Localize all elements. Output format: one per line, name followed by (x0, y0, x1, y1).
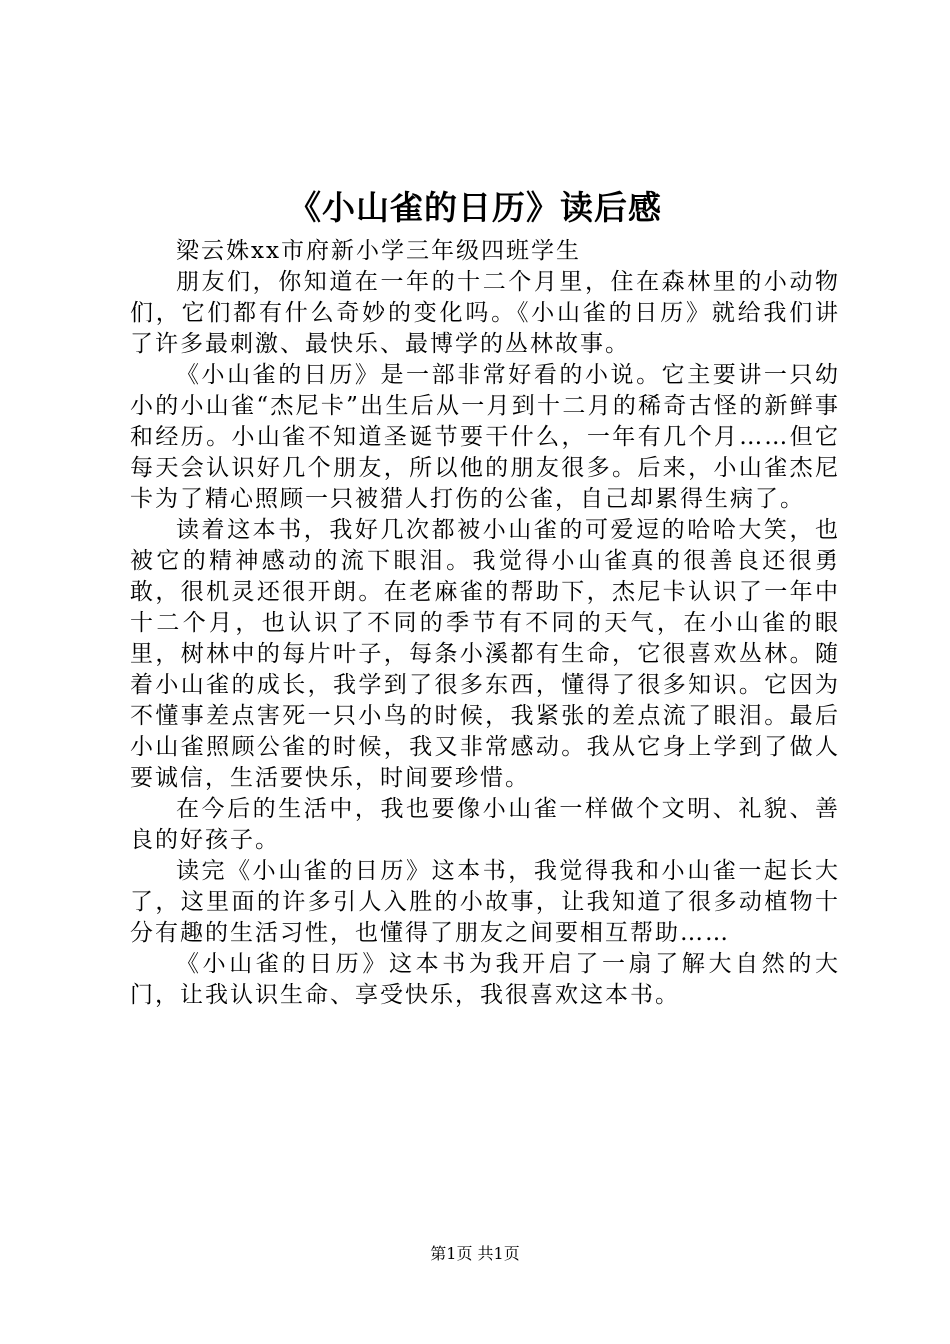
document-title: 《小山雀的日历》读后感 (288, 188, 662, 227)
author-line: 梁云姝xx市府新小学三年级四班学生 (176, 238, 581, 264)
paragraph-4: 在今后的生活中，我也要像小山雀一样做个文明、礼貌、善良的好孩子。 (130, 796, 840, 853)
paragraph-1: 朋友们，你知道在一年的十二个月里，住在森林里的小动物们，它们都有什么奇妙的变化吗。《小山雀的日历》就给我们讲了许多最刺激、最快乐、最博学的丛林故事。 (130, 269, 840, 357)
paragraph-6: 《小山雀的日历》这本书为我开启了一扇了解大自然的大门，让我认识生命、享受快乐，我很喜欢这本书。 (130, 951, 840, 1008)
page-footer: 第1页 共1页 (430, 1244, 520, 1263)
document-body (130, 236, 840, 1011)
paragraph-2: 《小山雀的日历》是一部非常好看的小说。它主要讲一只幼小的小山雀“杰尼卡”出生后从一月到十二月的稀奇古怪的新鲜事和经历。小山雀不知道圣诞节要干什么，一年有几个月……但它每天会认识好几个朋友，所以他的朋友很多。后来，小山雀杰尼卡为了精心照顾一只被猎人打伤的公雀，自己却累得生病了。 (130, 362, 840, 512)
paragraph-5: 读完《小山雀的日历》这本书，我觉得我和小山雀一起长大了，这里面的许多引人入胜的小故事，让我知道了很多动植物十分有趣的生活习性，也懂得了朋友之间要相互帮助…… (130, 858, 840, 946)
paragraph-3: 读着这本书，我好几次都被小山雀的可爱逗的哈哈大笑，也被它的精神感动的流下眼泪。我觉得小山雀真的很善良还很勇敢，很机灵还很开朗。在老麻雀的帮助下，杰尼卡认识了一年中十二个月，也认识了不同的季节有不同的天气，在小山雀的眼里，树林中的每片叶子，每条小溪都有生命，它很喜欢丛林。随着小山雀的成长，我学到了很多东西，懂得了很多知识。它因为不懂事差点害死一只小鸟的时候，我紧张的差点流了眼泪。最后小山雀照顾公雀的时候，我又非常感动。我从它身上学到了做人要诚信，生活要快乐，时间要珍惜。 (130, 517, 840, 791)
